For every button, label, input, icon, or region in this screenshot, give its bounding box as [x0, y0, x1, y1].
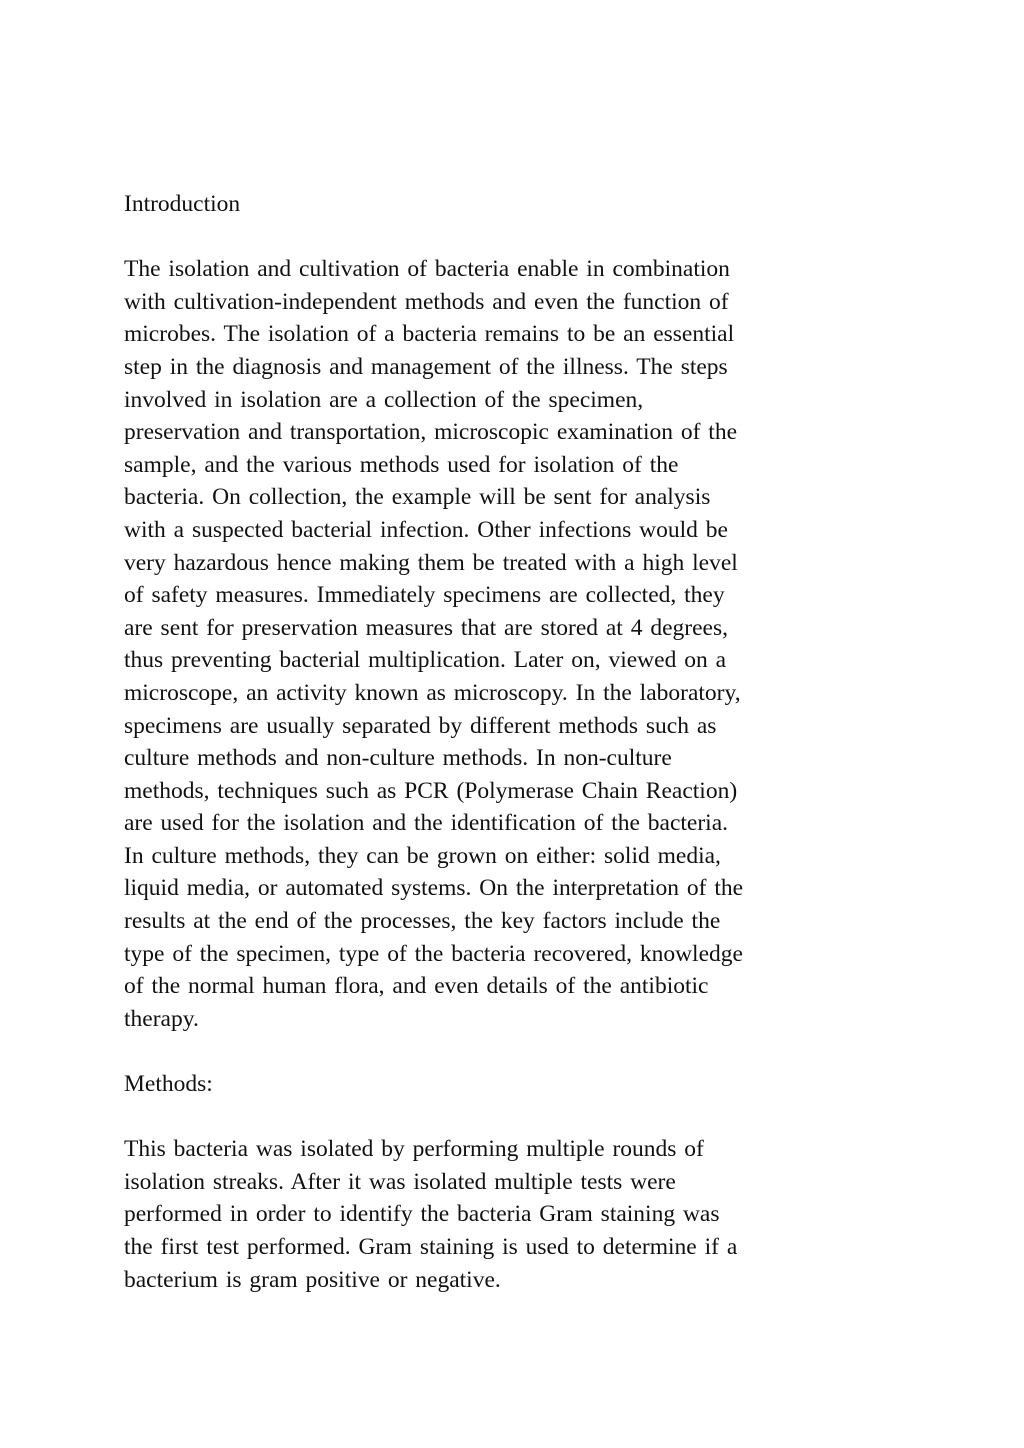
- introduction-paragraph: [124, 253, 894, 1035]
- paragraph-gap: [124, 1035, 894, 1068]
- paragraph-gap: [124, 1101, 894, 1134]
- text-line: liquid media, or automated systems. On the interpretation of the: [124, 875, 744, 902]
- text-line: culture methods and non-culture methods. In non-culture: [124, 745, 672, 772]
- text-line: This bacteria was isolated by performing multiple rounds of: [124, 1136, 704, 1163]
- methods-paragraph: [124, 1133, 894, 1296]
- document-body: [124, 188, 894, 1296]
- text-line: of safety measures. Immediately specimens are collected, they: [124, 582, 725, 609]
- text-line: type of the specimen, type of the bacteria recovered, knowledge: [124, 940, 743, 967]
- text-line: therapy.: [124, 1005, 199, 1032]
- text-line: with cultivation-independent methods and even the function of: [124, 288, 729, 315]
- text-line: the first test performed. Gram staining is used to determine if a: [124, 1234, 738, 1260]
- text-line: step in the diagnosis and management of the illness. The steps: [124, 353, 728, 380]
- section-heading-methods: Methods:: [124, 1071, 213, 1098]
- text-line: involved in isolation are a collection of the specimen,: [124, 386, 644, 413]
- text-line: with a suspected bacterial infection. Other infections would be: [124, 516, 728, 543]
- text-line: bacteria. On collection, the example will be sent for analysis: [124, 484, 711, 511]
- text-line: performed in order to identify the bacteria Gram staining was: [124, 1201, 720, 1228]
- text-line: The isolation and cultivation of bacteria enable in combination: [124, 256, 730, 283]
- section-heading-introduction: Introduction: [124, 191, 241, 217]
- text-line: sample, and the various methods used for isolation of the: [124, 451, 679, 478]
- text-line: microbes. The isolation of a bacteria remains to be an essential: [124, 321, 735, 348]
- text-line: preservation and transportation, microscopic examination of the: [124, 419, 738, 446]
- text-line: microscope, an activity known as microscopy. In the laboratory,: [124, 679, 741, 706]
- text-line: methods, techniques such as PCR (Polymerase Chain Reaction): [124, 777, 738, 804]
- text-line: are sent for preservation measures that are stored at 4 degrees,: [124, 614, 728, 641]
- text-line: specimens are usually separated by different methods such as: [124, 712, 717, 739]
- paragraph-gap: [124, 221, 894, 254]
- text-line: are used for the isolation and the identification of the bacteria.: [124, 810, 729, 837]
- text-line: bacterium is gram positive or negative.: [124, 1266, 501, 1293]
- text-line: very hazardous hence making them be treated with a high level: [124, 549, 738, 576]
- text-line: results at the end of the processes, the key factors include the: [124, 908, 721, 935]
- text-line: In culture methods, they can be grown on either: solid media,: [124, 842, 721, 869]
- text-line: of the normal human flora, and even details of the antibiotic: [124, 973, 709, 1000]
- text-line: isolation streaks. After it was isolated multiple tests were: [124, 1168, 676, 1195]
- text-line: thus preventing bacterial multiplication. Later on, viewed on a: [124, 647, 727, 674]
